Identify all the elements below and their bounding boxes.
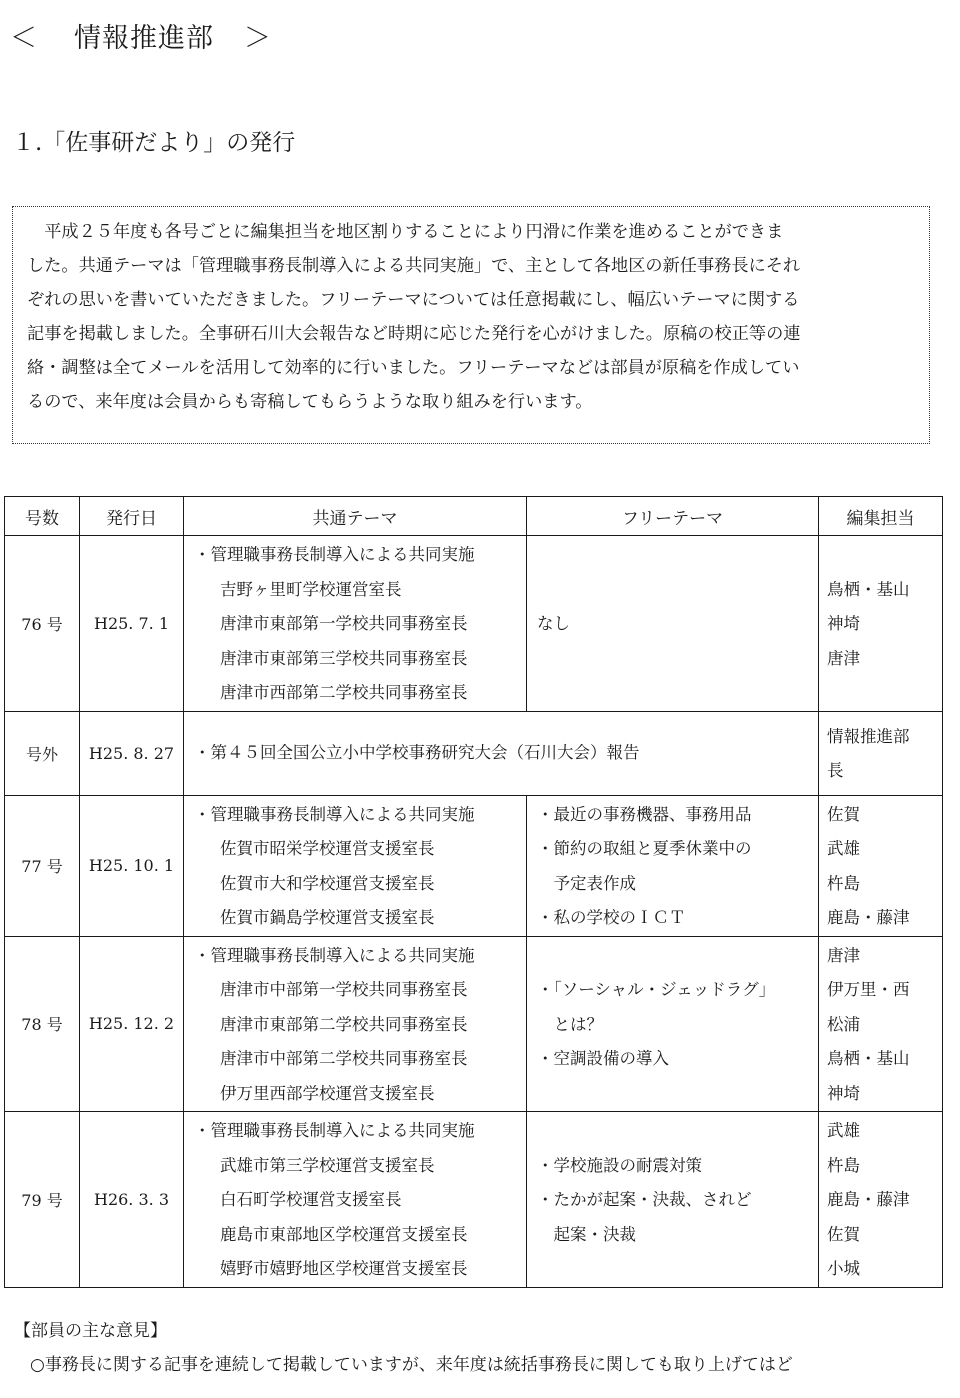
common-theme-item: 嬉野市嬉野地区学校運営支援室長 (220, 1259, 468, 1278)
free-theme-item: ・節約の取組と夏季休業中の (537, 839, 752, 858)
editor-item: 鳥栖・基山 (827, 1049, 910, 1068)
common-theme-title: ・管理職事務長制導入による共同実施 (194, 1121, 475, 1140)
header-issue-date: 発行日 (80, 497, 184, 536)
common-theme-item: 唐津市東部第一学校共同事務室長 (220, 614, 468, 633)
free-theme-item: 起案・決裁 (537, 1224, 636, 1244)
free-theme-item: ・最近の事務機器、事務用品 (537, 804, 752, 824)
free-theme-item: とは？ (537, 1014, 603, 1034)
table-row (5, 795, 943, 936)
editor-item: 長 (827, 761, 844, 780)
common-theme-item: 唐津市東部第二学校共同事務室長 (220, 1014, 468, 1034)
summary-line: るので、来年度は会員からも寄稿してもらうような取り組みを行います。 (27, 392, 593, 412)
summary-line: ぞれの思いを書いていただきました。フリーテーマについては任意掲載にし、幅広いテーマに関する (27, 290, 800, 310)
common-theme-item: 佐賀市昭栄学校運営支援室長 (220, 839, 435, 858)
editor-item: 鹿島・藤津 (827, 908, 910, 927)
editor-item: 鳥栖・基山 (827, 579, 910, 599)
common-theme-cell (184, 1112, 527, 1288)
header-issue-no: 号数 (5, 497, 80, 536)
table-row (5, 936, 943, 1112)
common-theme-item: 吉野ヶ里町学校運営室長 (220, 579, 402, 599)
free-theme-item: ・「ソーシャル・ジェッドラグ」 (537, 980, 776, 999)
editor-item: 杵島 (827, 873, 860, 893)
free-theme-cell (527, 936, 819, 1112)
header-free-theme: フリーテーマ (527, 497, 819, 536)
free-theme-cell (527, 795, 819, 936)
heading-bracket-left: ＜ (10, 23, 38, 54)
common-theme-title: ・管理職事務長制導入による共同実施 (194, 804, 475, 824)
editor-item: 唐津 (827, 648, 860, 668)
header-editor: 編集担当 (819, 497, 943, 536)
common-theme-title: ・管理職事務長制導入による共同実施 (194, 945, 475, 965)
sub-heading: １.「佐事研だより」の発行 (12, 130, 296, 156)
issue-date: H25. 7. 1 (80, 536, 184, 712)
editor-item: 神埼 (827, 614, 860, 633)
editor-cell (819, 711, 943, 795)
summary-line: 平成２５年度も各号ごとに編集担当を地区割りすることにより円滑に作業を進めることができま (27, 222, 784, 242)
free-theme-item: ・空調設備の導入 (537, 1049, 669, 1068)
editor-item: 小城 (827, 1259, 860, 1278)
common-theme-item: 鹿島市東部地区学校運営支援室長 (220, 1224, 468, 1244)
issue-no: 号外 (5, 711, 80, 795)
common-theme-item: 白石町学校運営支援室長 (220, 1190, 402, 1209)
heading-bracket-right: ＞ (244, 23, 272, 54)
editor-cell (819, 536, 943, 712)
editor-item: 情報推進部 (827, 726, 910, 746)
free-theme-item: ・たかが起案・決裁、されど (537, 1190, 752, 1209)
issue-date: H25. 10. 1 (80, 795, 184, 936)
common-theme-item: 唐津市東部第三学校共同事務室長 (220, 648, 468, 668)
section-heading (10, 16, 272, 55)
issue-date: H25. 12. 2 (80, 936, 184, 1112)
special-report-cell (184, 711, 819, 795)
common-theme-item: 伊万里西部学校運営支援室長 (220, 1083, 435, 1103)
summary-box (12, 206, 930, 444)
common-theme-item: 唐津市西部第二学校共同事務室長 (220, 683, 468, 702)
table-row (5, 711, 943, 795)
editor-item: 神埼 (827, 1083, 860, 1103)
editor-item: 伊万里・西 (827, 980, 910, 999)
common-theme-cell (184, 936, 527, 1112)
editor-item: 唐津 (827, 945, 860, 965)
summary-line: 記事を掲載しました。全事研石川大会報告など時期に応じた発行を心がけました。原稿の校正等の連 (27, 324, 801, 344)
issue-no: 76 号 (5, 536, 80, 712)
issue-no: 79 号 (5, 1112, 80, 1288)
special-report-text: ・第４５回全国公立小中学校事務研究大会（石川大会）報告 (194, 742, 640, 762)
free-theme-item: ・学校施設の耐震対策 (537, 1155, 702, 1175)
issues-table (4, 496, 943, 1288)
editor-cell (819, 936, 943, 1112)
header-common-theme: 共通テーマ (184, 497, 527, 536)
common-theme-title: ・管理職事務長制導入による共同実施 (194, 545, 475, 564)
editor-cell (819, 795, 943, 936)
table-row (5, 1112, 943, 1288)
common-theme-cell (184, 536, 527, 712)
table-row (5, 536, 943, 712)
editor-item: 武雄 (827, 1121, 860, 1140)
summary-line: した。共通テーマは「管理職事務長制導入による共同実施」で、主として各地区の新任事務長にそれ (27, 256, 801, 276)
editor-item: 松浦 (827, 1014, 860, 1034)
common-theme-item: 佐賀市鍋島学校運営支援室長 (220, 908, 435, 927)
section-title: 情報推進部 (74, 23, 214, 54)
editor-cell (819, 1112, 943, 1288)
common-theme-item: 佐賀市大和学校運営支援室長 (220, 873, 435, 893)
free-theme-item: ・私の学校のＩＣＴ (537, 908, 686, 927)
common-theme-item: 武雄市第三学校運営支援室長 (220, 1155, 435, 1175)
issue-date: H25. 8. 27 (80, 711, 184, 795)
opinions-title: 【部員の主な意見】 (14, 1321, 167, 1341)
table-header-row (5, 497, 943, 536)
free-theme-item: なし (537, 614, 570, 633)
issue-date: H26. 3. 3 (80, 1112, 184, 1288)
free-theme-cell (527, 536, 819, 712)
free-theme-item: 予定表作成 (537, 873, 636, 893)
issue-no: 78 号 (5, 936, 80, 1112)
common-theme-item: 唐津市中部第一学校共同事務室長 (220, 980, 468, 999)
editor-item: 佐賀 (827, 804, 860, 824)
free-theme-cell (527, 1112, 819, 1288)
issue-no: 77 号 (5, 795, 80, 936)
common-theme-cell (184, 795, 527, 936)
editor-item: 杵島 (827, 1155, 860, 1175)
summary-line: 絡・調整は全てメールを活用して効率的に行いました。フリーテーマなどは部員が原稿を作成してい (27, 358, 800, 378)
common-theme-item: 唐津市中部第二学校共同事務室長 (220, 1049, 468, 1068)
editor-item: 武雄 (827, 839, 860, 858)
opinion-line: ○事務長に関する記事を連続して掲載していますが、来年度は統括事務長に関しても取り上げてはど (30, 1355, 793, 1375)
editor-item: 佐賀 (827, 1224, 860, 1244)
editor-item: 鹿島・藤津 (827, 1190, 910, 1209)
